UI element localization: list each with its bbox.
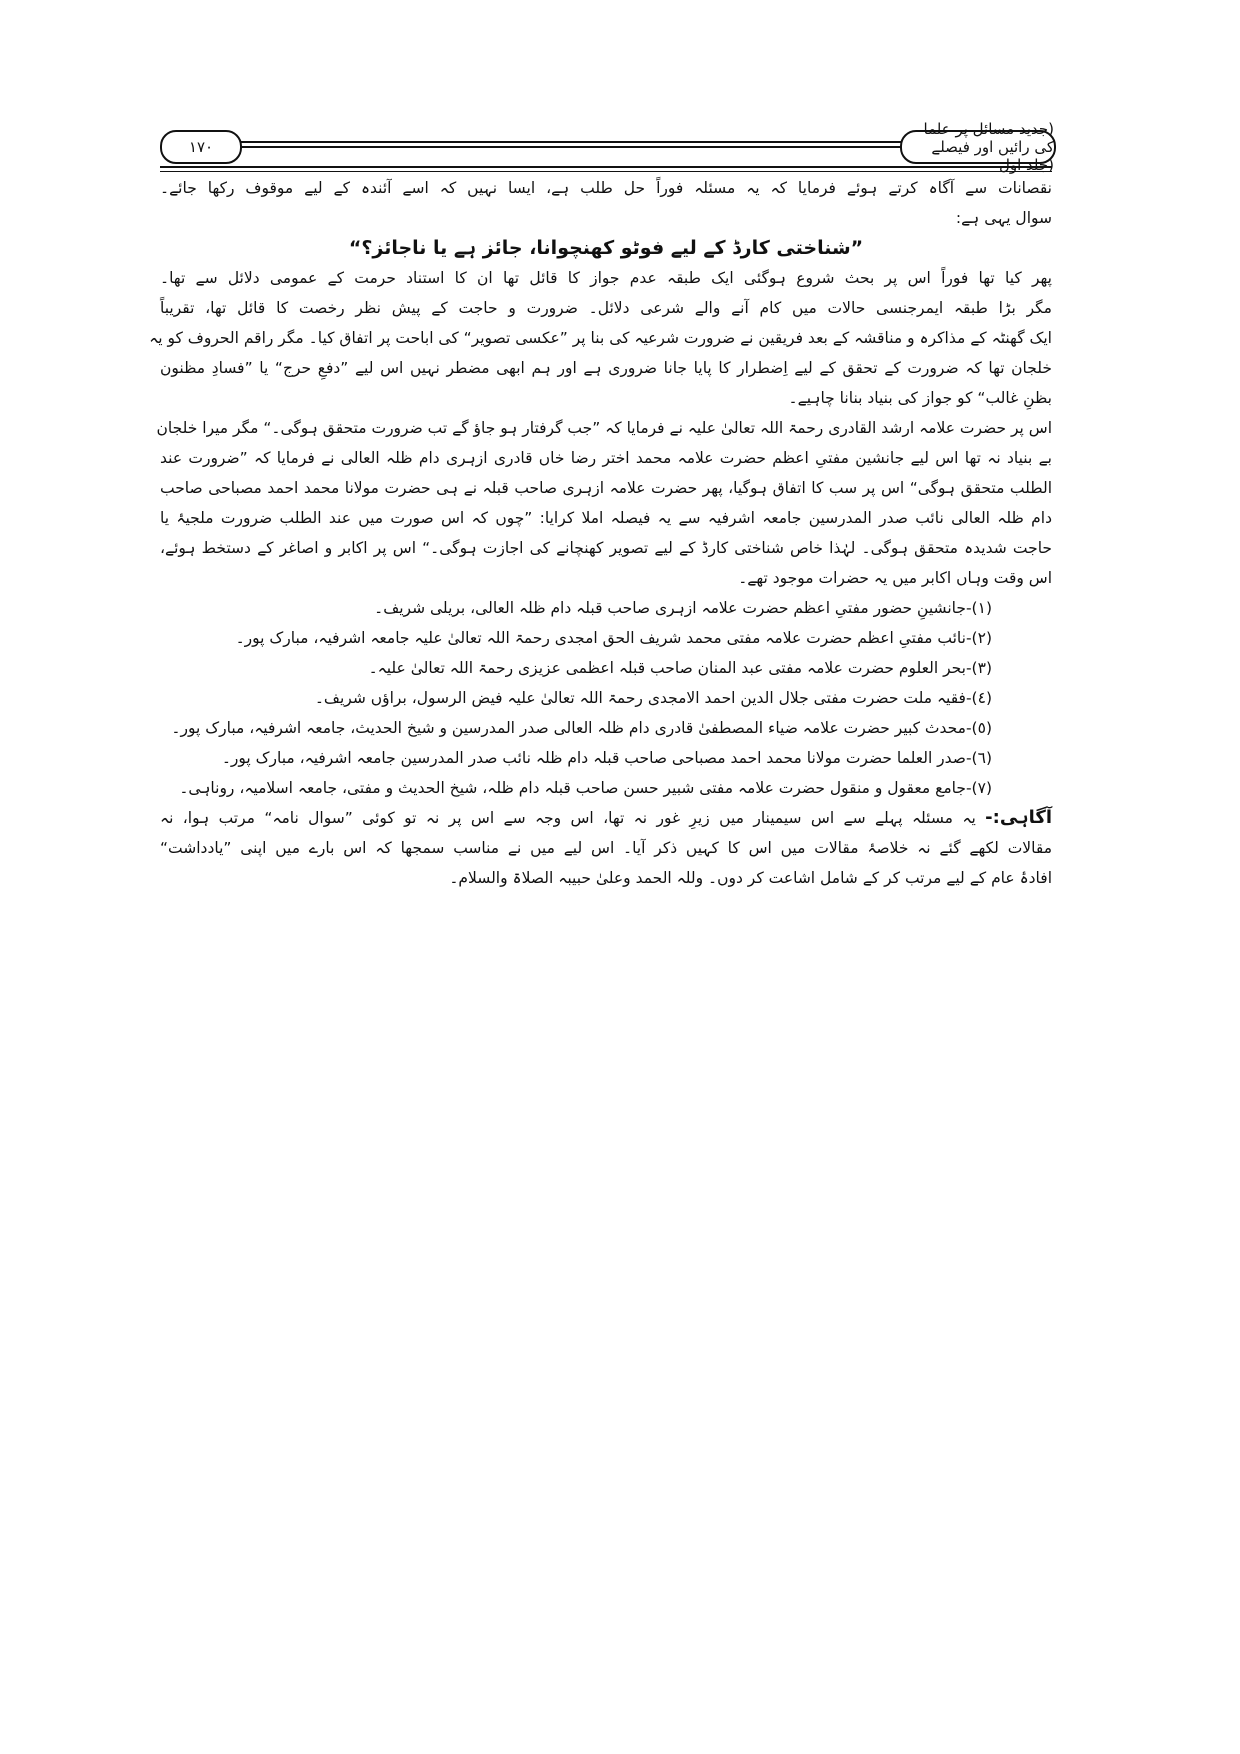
attendee-item: (٦)-صدر العلما حضرت مولانا محمد احمد مصباحی صاحب قبلہ دام ظلہ نائب صدر المدرسین جامعہ اشرفیہ، مبارک پور۔ [221,749,992,767]
text-line: نقصانات سے آگاہ کرتے ہوئے فرمایا کہ یہ مسئلہ فوراً حل طلب ہے، ایسا نہیں کہ اسے آئندہ کے لیے موقوف رکھا جائے۔ [160,179,1052,197]
page-number: ١٧٠ [160,130,242,164]
note-label: آگاہی:- [985,807,1052,828]
attendee-item: (٥)-محدث کبیر حضرت علامہ ضیاء المصطفیٰ قادری دام ظلہ العالی صدر المدرسین و شیخ الحدیث، جامعہ اشرفیہ، مبارک پور۔ [171,719,992,737]
note-line [160,803,1052,833]
header-divider [238,141,902,148]
attendee-item: (٧)-جامع معقول و منقول حضرت علامہ مفتی شبیر حسن صاحب قبلہ دام ظلہ، شیخ الحدیث و مفتی، جامعہ اسلامیہ، روناہی۔ [179,779,992,797]
page-body [149,173,1052,893]
note-text: یہ مسئلہ پہلے سے اس سیمینار میں زیرِ غور نہ تھا، اس وجہ سے اس پر نہ تو کوئی ”سوال نامہ“ مرتب ہوا، نہ [160,809,976,827]
text-line: مگر بڑا طبقہ ایمرجنسی حالات میں کام آنے والے شرعی دلائل۔ ضرورت و حاجت کے پیش نظر رخصت کا قائل تھا، تقریباً [160,299,1052,317]
text-line: پھر کیا تھا فوراً اس پر بحث شروع ہوگئی ایک طبقہ عدم جواز کا قائل تھا ان کا استناد حرمت کے عمومی دلائل سے تھا۔ [160,269,1052,287]
attendee-item: (٢)-نائب مفتیِ اعظم حضرت علامہ مفتی محمد شریف الحق امجدی رحمۃ اللہ تعالیٰ علیہ جامعہ اشرفیہ، مبارک پور۔ [235,629,992,647]
text-line: ایک گھنٹہ کے مذاکرہ و مناقشہ کے بعد فریقین نے ضرورت شرعیہ کی بنا پر ”عکسی تصویر“ کی اباحت پر اتفاق کیا۔ مگر راقم الحروف کو یہ [149,329,1052,347]
attendee-item: (٤)-فقیہ ملت حضرت مفتی جلال الدین احمد الامجدی رحمۃ اللہ تعالیٰ علیہ فیض الرسول، براؤں شریف۔ [314,689,992,707]
text-line: اس وقت وہاں اکابر میں یہ حضرات موجود تھے۔ [738,569,1052,587]
note-line: مقالات لکھے گئے نہ خلاصۂ مقالات میں اس کا کہیں ذکر آیا۔ اس لیے میں نے مناسب سمجھا کہ اس بارے میں اپنی ”یادداشت“ [160,839,1052,857]
text-line: الطلب متحقق ہوگی“ اس پر سب کا اتفاق ہوگیا، پھر حضرت علامہ ازہری صاحب قبلہ نے ہی حضرت مولانا محمد احمد مصباحی صاحب [160,479,1052,497]
text-line: حاجت شدیدہ متحقق ہوگی۔ لہٰذا خاص شناختی کارڈ کے لیے تصویر کھنچانے کی اجازت ہوگی۔“ اس پر اکابر و اصاغر کے دستخط ہوئے، [160,539,1052,557]
note-line: افادۂ عام کے لیے مرتب کر کے شامل اشاعت کر دوں۔ وللہ الحمد وعلیٰ حبیبہ الصلاۃ والسلام۔ [449,869,1052,887]
attendee-item: (٣)-بحر العلوم حضرت علامہ مفتی عبد المنان صاحب قبلہ اعظمی عزیزی رحمۃ اللہ تعالیٰ علیہ۔ [368,659,992,677]
text-line: بے بنیاد نہ تھا اس لیے جانشین مفتیِ اعظم حضرت علامہ محمد اختر رضا خاں قادری ازہری دام ظلہ العالی نے فرمایا کہ ”ضرورت عند [160,449,1052,467]
text-line: خلجان تھا کہ ضرورت کے تحقق کے لیے اِضطرار کا پایا جانا ضروری ہے اور ہم ابھی مضطر نہیں اس لیے ”دفعِ حرج“ یا ”فسادِ مظنون [160,359,1052,377]
text-line: اس پر حضرت علامہ ارشد القادری رحمۃ اللہ تعالیٰ علیہ نے فرمایا کہ ”جب گرفتار ہو جاؤ گے تب ضرورت متحقق ہوگی۔“ مگر میرا خلجان [156,419,1052,437]
text-line: بظنِ غالب“ کو جواز کی بنیاد بنانا چاہیے۔ [788,389,1052,407]
text-line: دام ظلہ العالی نائب صدر المدرسین جامعہ اشرفیہ سے یہ فیصلہ املا کرایا: ”چوں کہ اس صورت میں عند الطلب ضرورت ملجیۂ یا [160,509,1052,527]
book-title: (جدید مسائل پر علما کی رائیں اور فیصلے (جلد اول [900,130,1056,164]
question-heading: ”شناختی کارڈ کے لیے فوٹو کھنچوانا، جائز ہے یا ناجائز؟“ [348,237,864,259]
question-intro: سوال یہی ہے: [955,209,1052,227]
attendee-item: (١)-جانشینِ حضور مفتیِ اعظم حضرت علامہ ازہری صاحب قبلہ دام ظلہ العالی، بریلی شریف۔ [374,599,992,617]
